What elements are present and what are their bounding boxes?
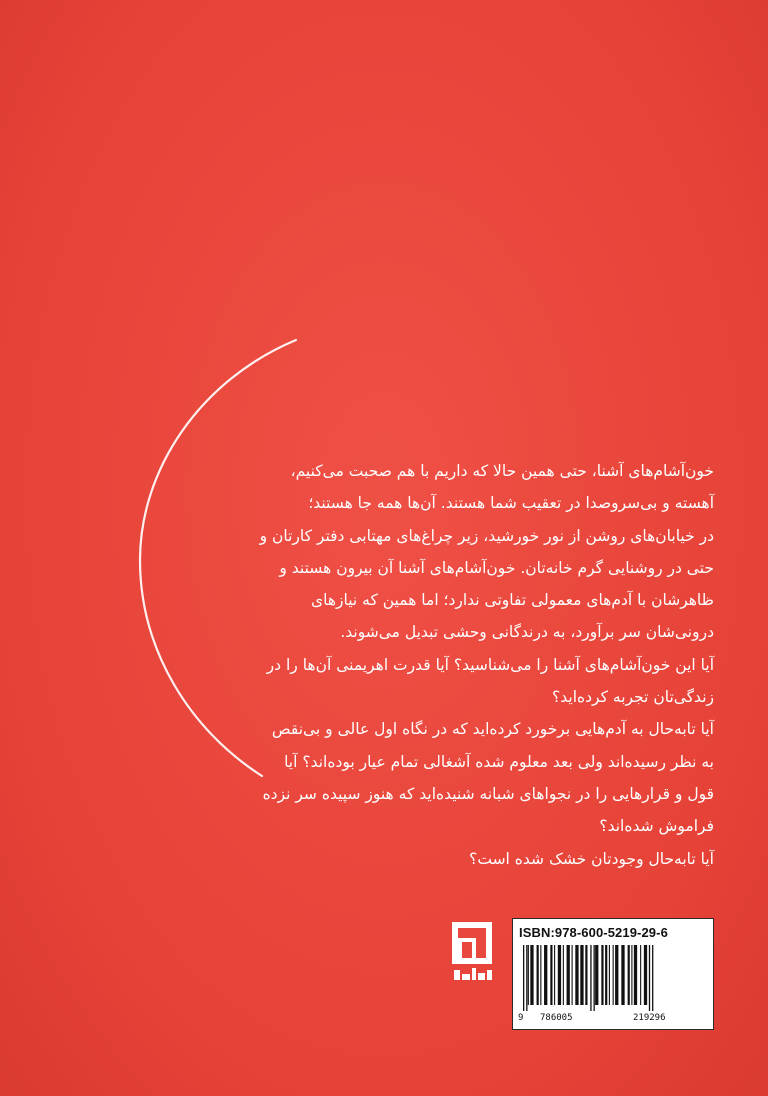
blurb-line: قول و قرارهایی را در نجواهای شبانه شنیده‌اید که هنوز سپیده سر نزده xyxy=(262,784,714,803)
blurb-line: آیا تابه‌حال به آدم‌هایی برخورد کرده‌اید که در نگاه اول عالی و بی‌نقص xyxy=(271,720,714,739)
blurb-line: آهسته و بی‌سروصدا در تعقیب شما هستند. آن‌ها همه جا هستند؛ xyxy=(308,494,714,513)
blurb-line: آیا تابه‌حال وجودتان خشک شده است؟ xyxy=(469,849,714,868)
blurb-line: در خیابان‌های روشن از نور خورشید، زیر چراغ‌های مهتابی دفتر کارتان و xyxy=(259,526,714,545)
isbn-number: ISBN:978-600-5219-29-6 xyxy=(519,925,668,940)
back-cover-blurb xyxy=(154,455,714,875)
publisher-logo-icon xyxy=(448,918,498,988)
blurb-line: به نظر رسیده‌اند ولی بعد معلوم شده آشغالی تمام عیار بوده‌اند؟ آیا xyxy=(284,752,714,771)
blurb-line: فراموش شده‌اند؟ xyxy=(599,817,714,836)
barcode-digits-right: 219296 xyxy=(633,1013,666,1023)
isbn-barcode xyxy=(512,918,714,1030)
blurb-line: ظاهرشان با آدم‌های معمولی تفاوتی ندارد؛ اما همین که نیازهای xyxy=(310,591,714,610)
blurb-line: زندگی‌تان تجربه کرده‌اید؟ xyxy=(552,688,714,707)
barcode-digits-left: 786005 xyxy=(540,1013,573,1023)
barcode-bars xyxy=(519,945,709,1011)
blurb-line: حتی در روشنایی گرم خانه‌تان. خون‌آشام‌های آشنا آن بیرون هستند و xyxy=(279,558,714,577)
blurb-line: درونی‌شان سر برآورد، به درندگانی وحشی تبدیل می‌شوند. xyxy=(340,623,714,642)
blurb-line: آیا این خون‌آشام‌های آشنا را می‌شناسید؟ آیا قدرت اهریمنی آن‌ها را در xyxy=(266,655,714,674)
blurb-line: خون‌آشام‌های آشنا، حتی همین حالا که داریم با هم صحبت می‌کنیم، xyxy=(290,462,714,480)
barcode-digit-lead: 9 xyxy=(518,1013,524,1023)
